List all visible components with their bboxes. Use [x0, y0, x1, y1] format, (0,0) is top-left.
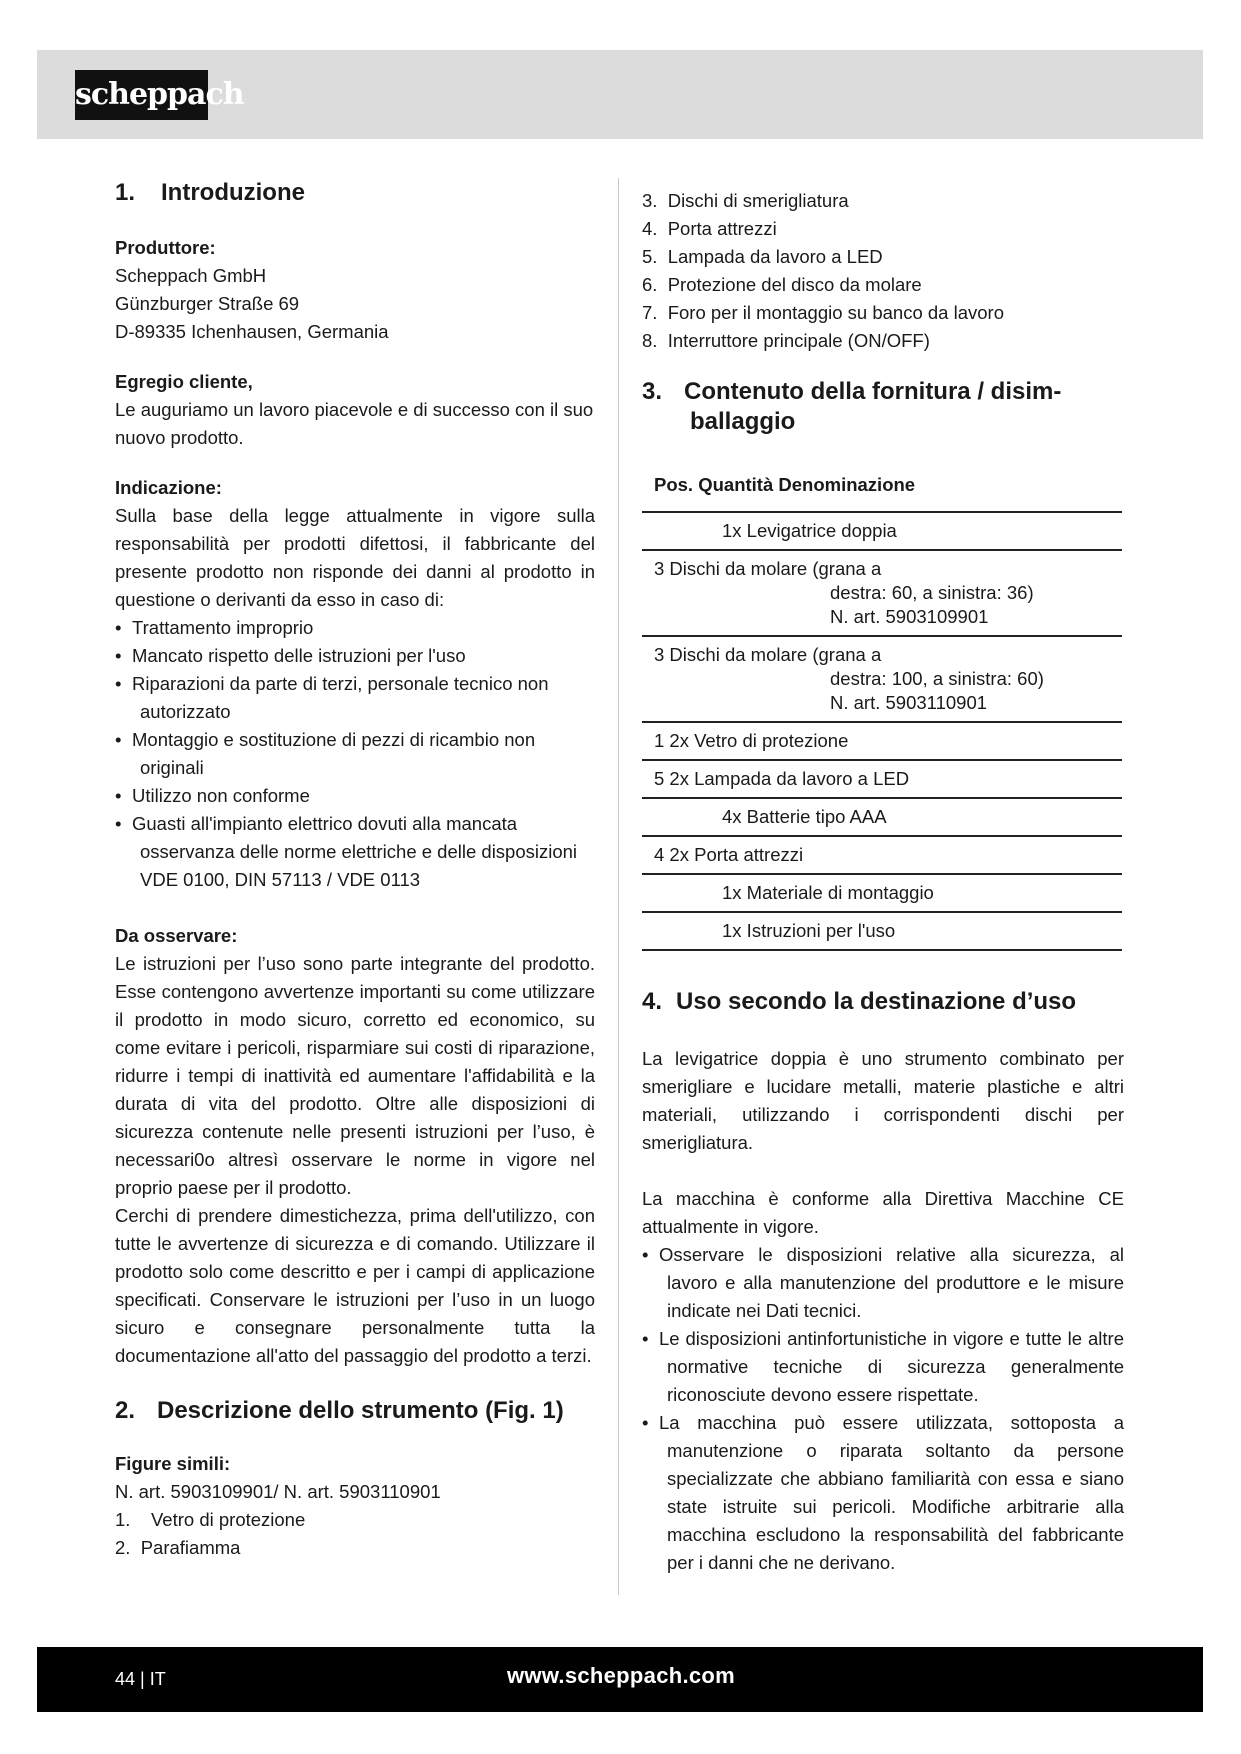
section-4-title: Uso secondo la destinazione d’uso: [676, 988, 1077, 1015]
right-column: [642, 187, 1124, 1577]
list-item: • Trattamento improprio: [115, 614, 595, 642]
section-3-heading: [642, 377, 1124, 407]
customer-text: Le auguriamo un lavoro piacevole e di successo con il suo nuovo prodotto.: [115, 399, 594, 448]
table-cell: 3 Dischi da molare (grana a: [654, 644, 882, 665]
intended-use-text: La levigatrice doppia è uno strumento combinato per smerigliare e lucidare metalli, materie plastiche e altri materiali, utilizzando i corrispondenti dischi per smerigliatura.: [642, 1048, 1124, 1153]
scheppach-logo: scheppach: [75, 70, 208, 120]
table-cell: 1x Istruzioni per l'uso: [722, 920, 896, 941]
list-item: 3. Dischi di smerigliatura: [642, 190, 849, 211]
table-cell: N. art. 5903110901: [830, 692, 988, 713]
figure-heading: Figure simili:: [115, 1453, 231, 1474]
list-item: • Mancato rispetto delle istruzioni per l'uso: [115, 642, 595, 670]
section-4-heading: [642, 987, 1124, 1017]
list-item: 6. Protezione del disco da molare: [642, 274, 922, 295]
note-bullet-list: [115, 614, 595, 894]
manufacturer-heading: Produttore:: [115, 237, 216, 258]
intended-use-text: La macchina è conforme alla Direttiva Macchine CE attualmente in vigore.: [642, 1188, 1124, 1237]
section-3-title: Contenuto della fornitura / disim-: [684, 378, 1062, 405]
page-number: 44 | IT: [115, 1669, 166, 1689]
list-item: 7. Foro per il montaggio su banco da lavoro: [642, 302, 1004, 323]
table-cell: 1x Levigatrice doppia: [722, 520, 897, 541]
left-column: [115, 178, 595, 1562]
section-1-heading: [115, 178, 595, 208]
table-cell: N. art. 5903109901: [830, 606, 989, 627]
note-heading: Indicazione:: [115, 477, 222, 498]
table-row: [642, 913, 1122, 951]
section-1-number: 1.: [115, 179, 136, 206]
section-2-number: 2.: [115, 1397, 136, 1424]
table-cell: 1x Materiale di montaggio: [722, 882, 934, 903]
component-list: [115, 1506, 595, 1562]
list-item: • Montaggio e sostituzione di pezzi di ricambio non originali: [115, 726, 595, 782]
list-item: 8. Interruttore principale (ON/OFF): [642, 330, 930, 351]
observe-text: Le istruzioni per l’uso sono parte integrante del prodotto. Esse contengono avvertenze importanti su come utilizzare il prodotto in modo sicuro, corretto ed economico, su come evitare i pericoli, risparmiare sui costi di riparazione, ridurre i tempi di inattività ed aumentare l'affidabilità e la durata di vita del prodotto. Oltre alle disposizioni di sicurezza contenute nelle presenti istruzioni per l’uso, è necessari0o altresì osservare le norme in vigore nel proprio paese per il prodotto.: [115, 953, 595, 1198]
list-item: • Osservare le disposizioni relative alla sicurezza, al lavoro e alla manutenzione del produttore e le misure indicate nei Dati tecnici.: [642, 1241, 1124, 1325]
list-item: • La macchina può essere utilizzata, sottoposta a manutenzione o riparata soltanto da persone specializzate che abbiano familiarità con essa e siano state istruite sui pericoli. Modifiche arbitrarie alla macchina escludono la responsabilità del fabbricante per i danni che ne derivano.: [642, 1409, 1124, 1577]
footer-bar: [37, 1647, 1203, 1712]
table-row: [642, 799, 1122, 837]
table-row: [642, 637, 1122, 723]
table-header: Pos. Quantità Denominazione: [642, 471, 1122, 513]
table-row: [642, 551, 1122, 637]
list-item: 2. Parafiamma: [115, 1537, 241, 1558]
table-row: [642, 513, 1122, 551]
website-link[interactable]: www.scheppach.com: [507, 1663, 736, 1688]
table-cell: destra: 100, a sinistra: 60): [830, 668, 1044, 689]
table-row: [642, 761, 1122, 799]
section-3-number: 3.: [642, 378, 663, 405]
list-item: • Le disposizioni antinfortunistiche in vigore e tutte le altre normative tecniche di sicurezza generalmente riconosciute devono essere rispettate.: [642, 1325, 1124, 1409]
observe-text: Cerchi di prendere dimestichezza, prima dell'utilizzo, con tutte le avvertenze di sicurezza e di comando. Utilizzare il prodotto solo come descritto e per i campi di applicazione specificati. Conservare le istruzioni per l’uso in un luogo sicuro e consegnare personalmente tutta la documentazione all'atto del passaggio del prodotto a terzi.: [115, 1205, 595, 1366]
component-list-continued: [642, 187, 1124, 355]
article-numbers: N. art. 5903109901/ N. art. 5903110901: [115, 1481, 441, 1502]
section-2-title: Descrizione dello strumento (Fig. 1): [157, 1397, 564, 1424]
section-2-heading: [115, 1396, 595, 1426]
customer-heading: Egregio cliente,: [115, 371, 253, 392]
manufacturer-line: Scheppach GmbH: [115, 265, 267, 286]
list-item: 5. Lampada da lavoro a LED: [642, 246, 883, 267]
section-3-title-continued: ballaggio: [690, 408, 796, 435]
list-item: • Guasti all'impianto elettrico dovuti alla mancata osservanza delle norme elettriche e delle disposizioni VDE 0100, DIN 57113 / VDE 0113: [115, 810, 595, 894]
table-cell: 3 Dischi da molare (grana a: [654, 558, 882, 579]
note-text: Sulla base della legge attualmente in vigore sulla responsabilità per prodotti difettosi, il fabbricante del presente prodotto non risponde dei danni al prodotto in questione o derivanti da esso in caso di:: [115, 505, 595, 610]
table-cell: 1 2x Vetro di protezione: [654, 730, 849, 751]
table-cell: destra: 60, a sinistra: 36): [830, 582, 1034, 603]
table-row: [642, 837, 1122, 875]
column-divider: [618, 178, 619, 1595]
manufacturer-line: D-89335 Ichenhausen, Germania: [115, 321, 389, 342]
table-cell: 5 2x Lampada da lavoro a LED: [654, 768, 910, 789]
intended-use-bullet-list: [642, 1241, 1124, 1577]
list-item: 1. Vetro di protezione: [115, 1509, 306, 1530]
delivery-contents-table: [642, 451, 1122, 951]
list-item: • Riparazioni da parte di terzi, personale tecnico non autorizzato: [115, 670, 595, 726]
table-row: [642, 723, 1122, 761]
table-cell: 4 2x Porta attrezzi: [654, 844, 804, 865]
section-4-number: 4.: [642, 988, 663, 1015]
list-item: 4. Porta attrezzi: [642, 218, 777, 239]
section-1-title: Introduzione: [161, 179, 305, 206]
table-row: [642, 875, 1122, 913]
list-item: • Utilizzo non conforme: [115, 782, 595, 810]
manufacturer-line: Günzburger Straße 69: [115, 293, 300, 314]
table-cell: 4x Batterie tipo AAA: [722, 806, 887, 827]
observe-heading: Da osservare:: [115, 925, 238, 946]
